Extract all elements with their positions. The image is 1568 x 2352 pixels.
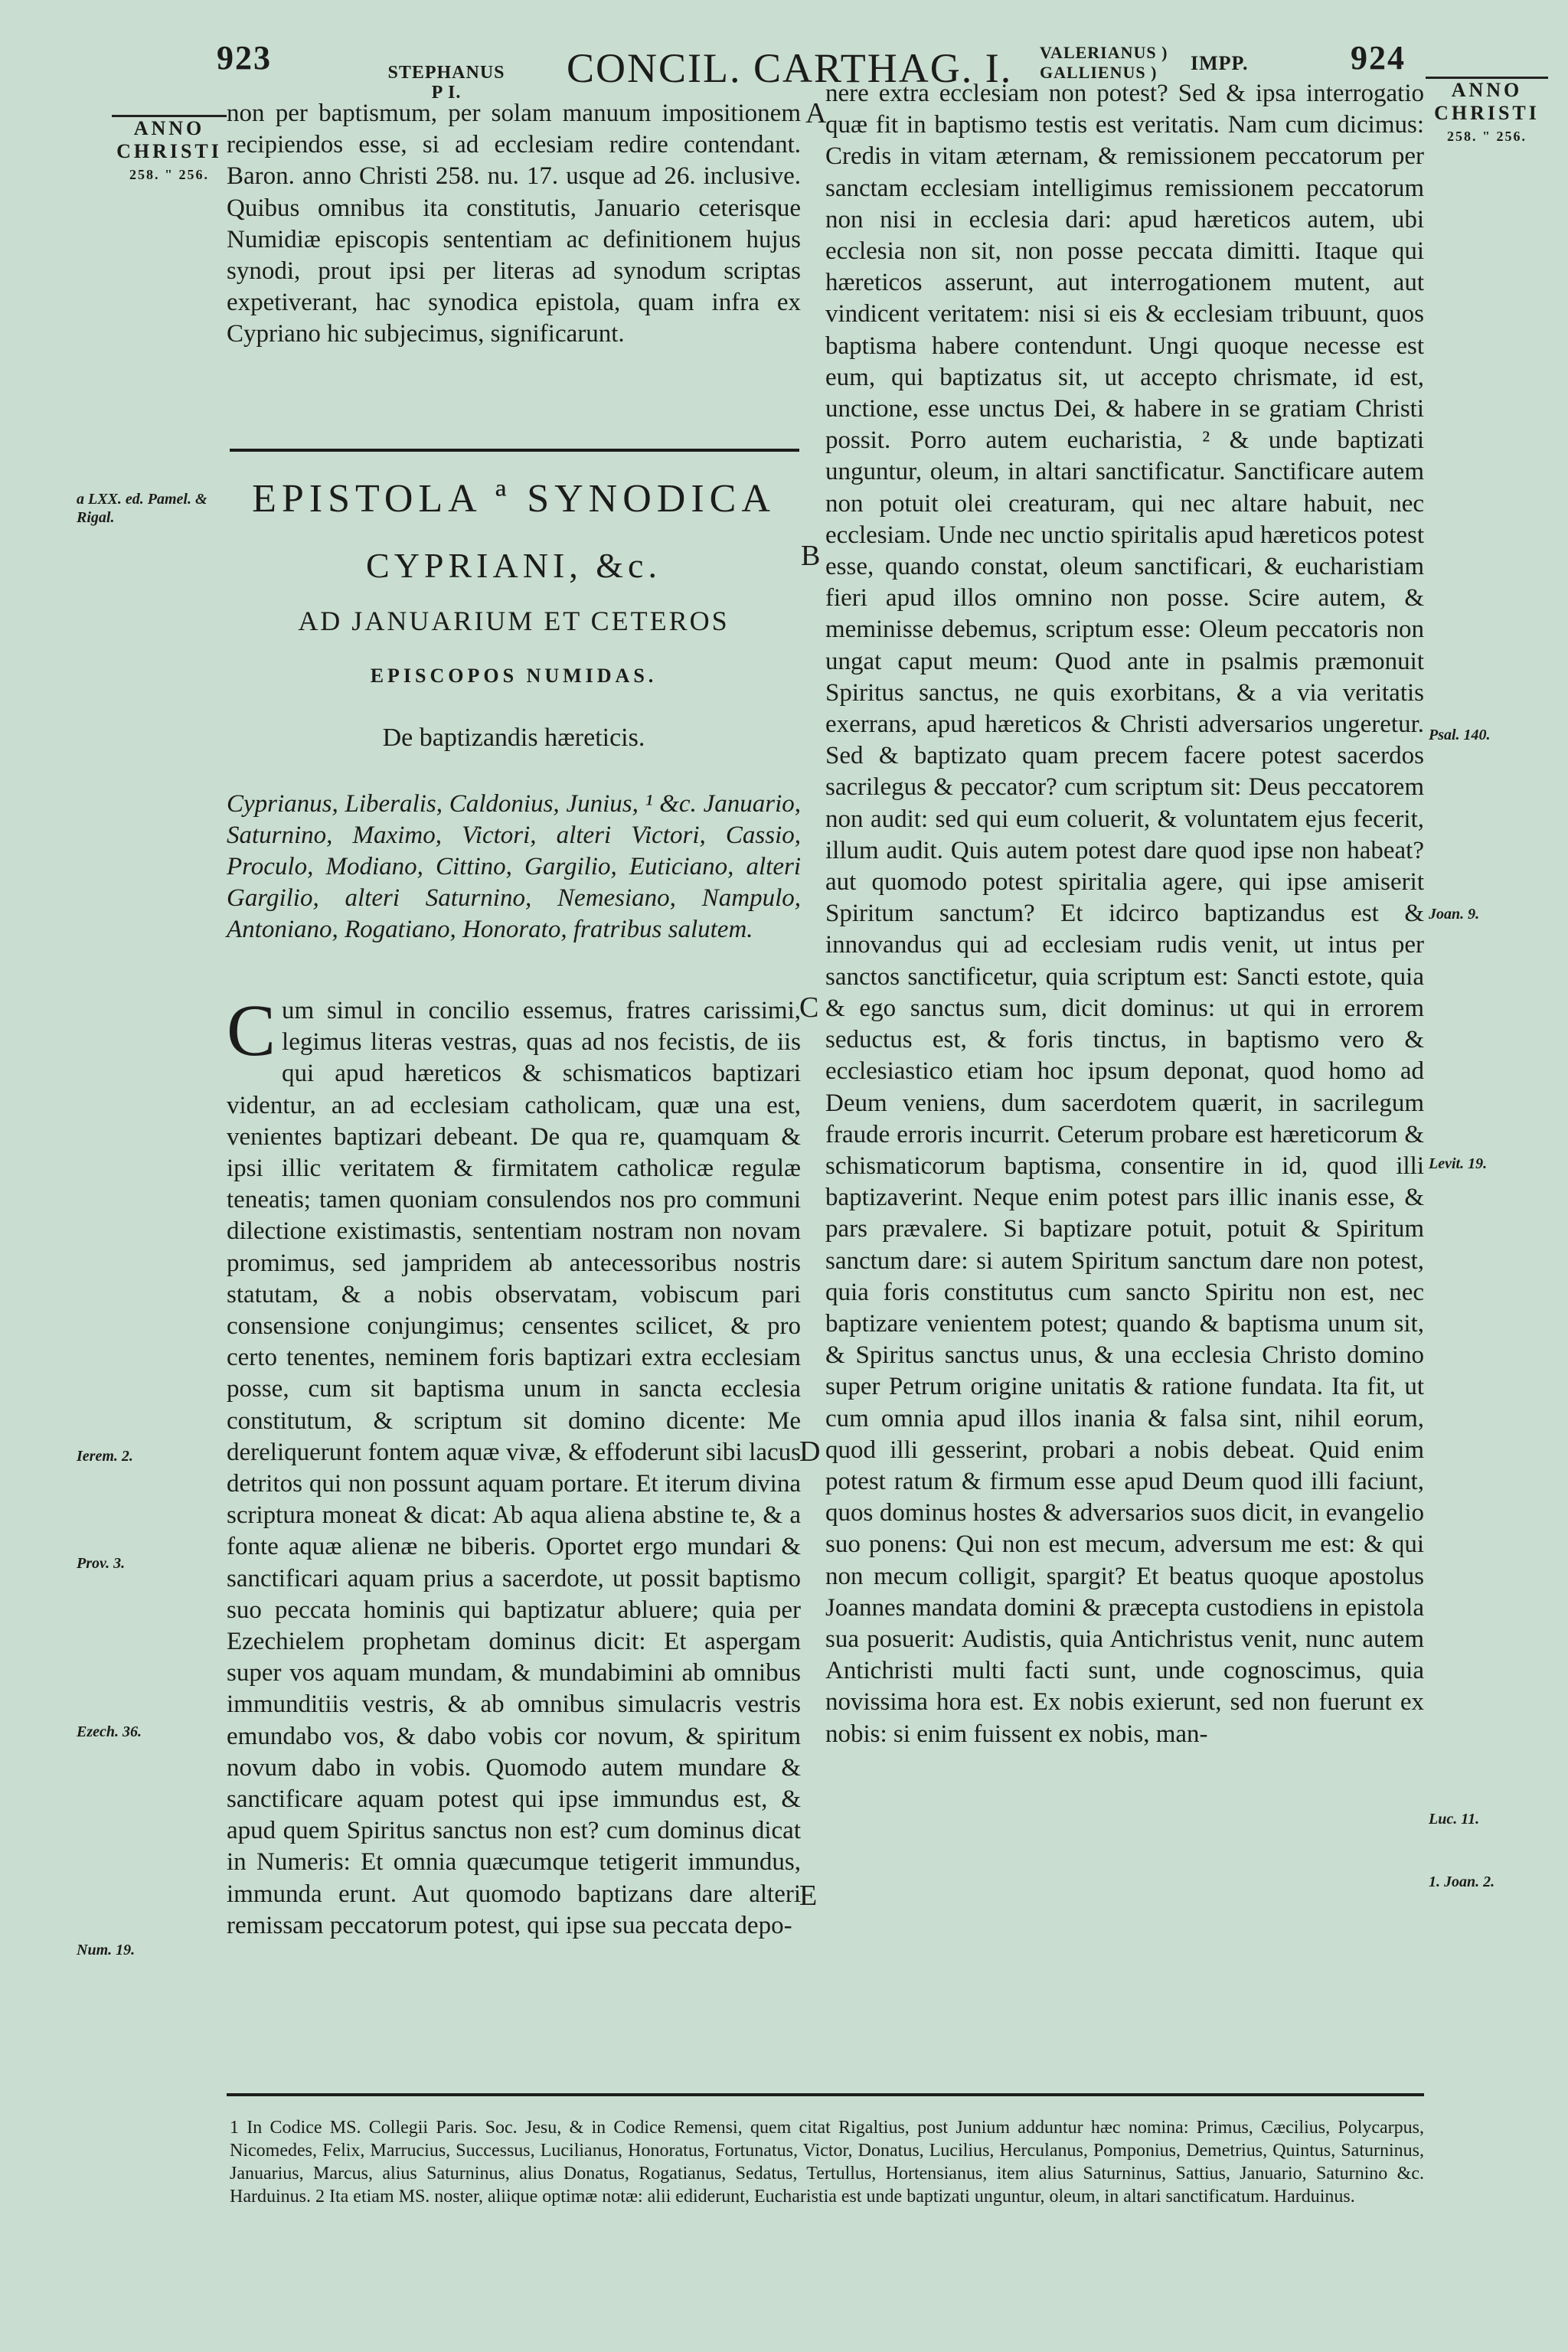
christi-label: CHRISTI: [1434, 102, 1540, 124]
epistola-recipients: AD JANUARIUM ET CETEROS: [298, 606, 730, 636]
running-head-impp: IMPP.: [1191, 52, 1249, 74]
epistola-greeting: Cyprianus, Liberalis, Caldonius, Junius, ¹ &c. Januario, Saturnino, Maximo, Victori, alteri Victori, Cassio, Proculo, Modiano, Cittino, Gargilio, Euticiano, alteri Gargilio, alteri Saturnino, Nemesiano, Nampulo, Antoniano, Rogatiano, Honorato, fratribus salutem.: [227, 790, 801, 943]
section-divider: [230, 449, 799, 452]
margin-ref-ezech: Ezech. 36.: [77, 1723, 142, 1740]
section-letter-c: C: [799, 991, 819, 1024]
page-number-right: 924: [1351, 39, 1406, 77]
anno-year: 258. " 256.: [1447, 129, 1527, 144]
footnote-divider: [227, 2093, 1424, 2096]
right-column-text: nere extra ecclesiam non potest? Sed & ipsa interrogatio quæ fit in baptismo testis est veritatis. Nam cum dicimus: Credis in vitam æternam, & remissionem peccatorum per sanctam ecclesiam intelligimus remissionem peccatorum non nisi in ecclesia dari: apud hæreticos autem, ubi ecclesia non sit, non posse peccata dimitti. Itaque qui hæreticos asserunt, aut interrogationem mutent, aut vindicent veritatem: nisi si eis & ecclesiam tribuunt, quos baptisma habere contendunt. Ungi quoque necesse est eum, qui baptizatus sit, ut accepto chrismate, id est, unctione, esse unctus Dei, & habere in se gratiam Christi possit. Porro autem eucharistia, ² & unde baptizati unguntur, oleum, in altari sanctificatur. Sanctificare autem non potuit olei creaturam, qui nec altare habuit, nec ecclesiam. Unde nec unctio spiritalis apud hæreticos potest esse, quando constat, oleum sanctificari, & eucharistiam fieri apud illos omnino non posse. Scire autem, & meminisse debemus, scriptum esse: Oleum peccatoris non ungat caput meum: Quod ante in psalmis præmonuit Spiritus sanctus, ne quis exorbitans, & a via veritatis exerrans, apud hæreticos & Christi adversarios ungeretur. Sed & baptizato quam precem facere potest sacerdos sacrilegus & peccator? cum scriptum sit: Deus peccatorem non audit: sed qui eum coluerit, & voluntatem ejus fecerit, illum audit. Quis autem potest dare quod ipse non habeat? aut quomodo potest spiritalia agere, qui ipse amiserit Spiritum sanctum? Et idcirco baptizandus est & innovandus qui ad ecclesiam rudis venit, ut intus per sanctos sanctificetur, quia scriptum est: Sancti estote, quia & ego sanctus sum, dicit dominus: ut qui in errorem seductus est, & foris tinctus, in baptismo vero & ecclesiastico etiam hoc ipsum deponat, quod homo ad Deum veniens, dum sacerdotem quærit, in sacrilegum fraude erroris incurrit. Ceterum probare est hæreticorum & schismaticorum baptisma, consentire in id, quod illi baptizaverint. Neque enim potest pars illic inanis esse, & pars prævalere. Si baptizare potuit, potuit & Spiritum sanctum dare: si autem Spiritum sanctum dare non potest, quia foris constitutus cum sancto Spiritu non est, nec baptizare venientem potest; quando & baptisma unum sit, & Spiritus sanctus unus, & una ecclesia Christo domino super Petrum origine unitatis & ratione fundata. Ita fit, ut cum omnia apud illos inania & falsa sint, nihil eorum, quod illi gesserint, probari a nobis debeat. Quid enim potest ratum & firmum esse apud Deum quod illi faciunt, quos dominus hostes & adversarios suos dicit, in evangelio suo ponens: Qui non est mecum, adversum me est: & qui non mecum colligit, spargit? Et beatus quoque apostolus Joannes mandata domini & præcepta custodiens in epistola sua posuerit: Audistis, quia Antichristus venit, nunc autem Antichristi multi facti sunt, unde cognoscimus, quia novissima hora est. Ex nobis exierunt, sed non fuerunt ex nobis: si enim fuissent ex nobis, man-: [825, 80, 1424, 1748]
running-head-left: [374, 63, 519, 103]
margin-ref-ierem: Ierem. 2.: [77, 1448, 133, 1465]
anno-christi-right: [1426, 77, 1548, 148]
section-letter-e: E: [799, 1880, 818, 1912]
epistola-subtitle: De baptizandis hæreticis.: [382, 724, 645, 752]
margin-ref-num: Num. 19.: [77, 1942, 136, 1958]
running-head-right-line2: GALLIENUS ): [1040, 63, 1158, 82]
epistola-recipients-2: EPISCOPOS NUMIDAS.: [370, 665, 658, 687]
margin-ref-joan: Joan. 9.: [1429, 906, 1480, 923]
epistola-author: CYPRIANI, &c.: [366, 546, 662, 585]
section-letter-a: A: [805, 97, 827, 129]
anno-label: ANNO: [133, 117, 205, 139]
drop-cap: C: [227, 989, 276, 1071]
margin-note-edition: a LXX. ed. Pamel. & Rigal.: [77, 491, 207, 526]
footnote: 1 In Codice MS. Collegii Paris. Soc. Jesu, & in Codice Remensi, quem citat Rigaltius, post Junium adduntur hæc nomina: Primus, Cæcilius, Polycarpus, Nicomedes, Felix, Marrucius, Successus, Lucilianus, Honoratus, Fortunatus, Victor, Donatus, Lucilius, Herculanus, Pomponius, Demetrius, Quintus, Saturninus, Januarius, Marcus, alius Saturninus, alius Donatus, Rogatianus, Sedatus, Tertullus, Hortensianus, item alius Saturninus, Sattius, Januario, Saturnino &c. Harduinus. 2 Ita etiam MS. noster, aliique optimæ notæ: alii ediderunt, Eucharistia est unde baptizati unguntur, oleum, in altari sanctificatum. Harduinus.: [230, 2118, 1424, 2207]
margin-ref-levit: Levit. 19.: [1429, 1155, 1488, 1172]
page-number-left: 923: [217, 39, 272, 77]
margin-ref-prov: Prov. 3.: [77, 1555, 126, 1572]
epistola-body-left: [227, 989, 801, 1942]
anno-label: ANNO: [1451, 79, 1523, 101]
epistola-body-text: um simul in concilio essemus, fratres carissimi, legimus literas vestras, quas ad nos fecistis, de iis qui apud hæreticos & schismaticos baptizari videntur, an ad ecclesiam catholicam, quæ una est, venientes baptizari debeant. De qua re, quamquam & ipsi illic veritatem & firmitatem catholicæ regulæ teneatis; tamen quoniam consulendos nos pro communi dilectione existimastis, sententiam nostram non novam promimus, sed jampridem ab antecessoribus nostris statutam, & a nobis observatam, vobiscum pari consensione conjungimus; censentes scilicet, & pro certo tenentes, neminem foris baptizari extra ecclesiam posse, cum sit baptisma unum in sancta ecclesia constitutum, & scriptum sit domino dicente: Me dereliquerunt fontem aquæ vivæ, & effoderunt sibi lacus detritos qui non possunt aquam portare. Et iterum divina scriptura moneat & dicat: Ab aqua aliena abstine te, & a fonte aquæ alienæ ne biberis. Oportet ergo mundari & sanctificari aquam prius a sacerdote, ut possit baptismo suo peccata hominis qui baptizatur abluere; quia per Ezechielem prophetam dominus dicit: Et aspergam super vos aquam mundam, & mundabimini ab omnibus immunditiis vestris, & ab omnibus simulacris vestris emundabo vos, & dabo vobis cor novum, & spiritum novum dabo in vobis. Quomodo autem mundare & sanctificare aquam potest qui ipse immundus est, & apud quem Spiritus sanctus non est? cum dominus dicat in Numeris: Et omnia quæcumque tetigerit immundus, immunda erunt. Aut quomodo baptizans dare alteri remissam peccatorum potest, qui ipse sua peccata depo-: [227, 997, 801, 1939]
running-head-left-line1: STEPHANUS: [387, 63, 505, 83]
running-head-right: [1040, 43, 1168, 83]
margin-ref-1joan: 1. Joan. 2.: [1429, 1873, 1495, 1890]
christi-label: CHRISTI: [116, 140, 222, 162]
section-letter-b: B: [801, 540, 821, 572]
left-intro-text: non per baptismum, per solam manuum impositionem recipiendos esse, si ad ecclesiam redire contendant. Baron. anno Christi 258. nu. 17. usque ad 26. inclusive. Quibus omnibus ita constitutis, Januario ceterisque Numidiæ episcopis sententiam ac definitionem hujus synodi, prout ipsi per literas ad synodum scriptas expetiverant, hac synodica epistola, quam infra ex Cypriano hic subjecimus, significarunt.: [227, 100, 801, 348]
running-head-right-line1: VALERIANUS ): [1040, 43, 1168, 62]
epistola-title: EPISTOLA ª SYNODICA: [252, 477, 776, 521]
margin-ref-psal: Psal. 140.: [1429, 727, 1491, 743]
margin-ref-luc: Luc. 11.: [1429, 1811, 1480, 1828]
anno-christi-left: [112, 115, 227, 186]
running-head-left-line2: P I.: [431, 83, 462, 103]
anno-year: 258. " 256.: [129, 167, 209, 182]
footnotes: [230, 2116, 1424, 2208]
running-title: CONCIL. CARTHAG. I.: [567, 45, 1013, 91]
section-letter-d: D: [799, 1436, 821, 1468]
